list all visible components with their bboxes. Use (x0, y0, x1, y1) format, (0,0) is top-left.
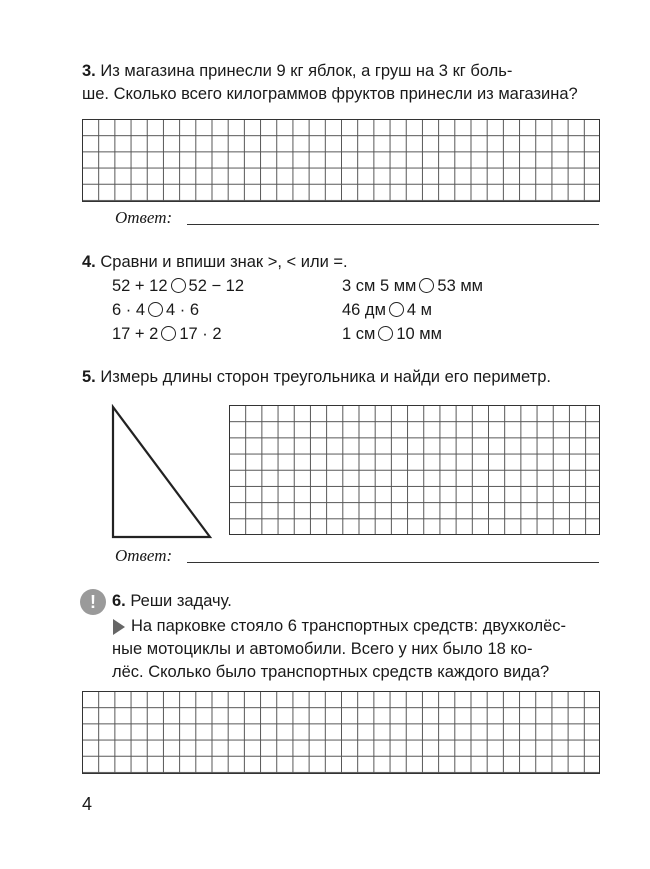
task-4-number: 4. (82, 253, 96, 271)
compare-row-right-3: 1 см 10 мм (342, 325, 442, 343)
task-5-line (82, 366, 551, 388)
compare-circle[interactable] (161, 326, 176, 341)
task-3-number: 3. (82, 62, 96, 80)
task-5-number: 5. (82, 368, 96, 386)
compare-circle[interactable] (389, 302, 404, 317)
task-5-grid[interactable] (229, 405, 600, 535)
task-5-answer-label: Ответ: (115, 546, 173, 565)
task-6-grid[interactable] (82, 691, 600, 774)
compare-row-left-2: 6 · 4 4 · 6 (112, 301, 200, 319)
task-3-line-1 (82, 60, 512, 82)
compare-row-right-1: 3 см 5 мм 53 мм (342, 277, 484, 295)
task-3-text-2: ше. Сколько всего килограммов фруктов принесли из магазина? (82, 85, 578, 103)
compare-circle[interactable] (148, 302, 163, 317)
important-badge-icon: ! (80, 589, 106, 615)
compare-row-left-3: 17 + 2 17 · 2 (112, 325, 222, 343)
task-3-grid[interactable] (82, 119, 600, 202)
task-4-header (82, 251, 348, 273)
compare-circle[interactable] (378, 326, 393, 341)
compare-row-right-2: 46 дм 4 м (342, 301, 433, 319)
compare-circle[interactable] (419, 278, 434, 293)
task-5-text: Измерь длины сторон треугольника и найди его периметр. (100, 368, 551, 386)
task-6-text-3: лёс. Сколько было транспортных средств каждого вида? (112, 663, 550, 681)
task-6-number: 6. (112, 592, 126, 610)
task-6-header (112, 590, 232, 612)
triangle-marker-icon (113, 619, 125, 635)
task-5-answer-line[interactable] (187, 562, 599, 563)
task-6-text-2: ные мотоциклы и автомобили. Всего у них было 18 ко- (112, 640, 533, 658)
task-3-answer-line[interactable] (187, 224, 599, 225)
page-number: 4 (82, 794, 93, 814)
task-6-title: Реши задачу. (130, 592, 232, 610)
task-3-text-1: Из магазина принесли 9 кг яблок, а груш на 3 кг боль- (100, 62, 513, 80)
task-3-answer-label: Ответ: (115, 208, 173, 227)
task-4-instruction: Сравни и впиши знак >, < или =. (100, 253, 348, 271)
task-6-text-1: На парковке стояло 6 транспортных средств: двухколёс- (131, 617, 567, 635)
compare-row-left-1: 52 + 12 52 − 12 (112, 277, 245, 295)
triangle-figure (108, 404, 214, 540)
compare-circle[interactable] (171, 278, 186, 293)
